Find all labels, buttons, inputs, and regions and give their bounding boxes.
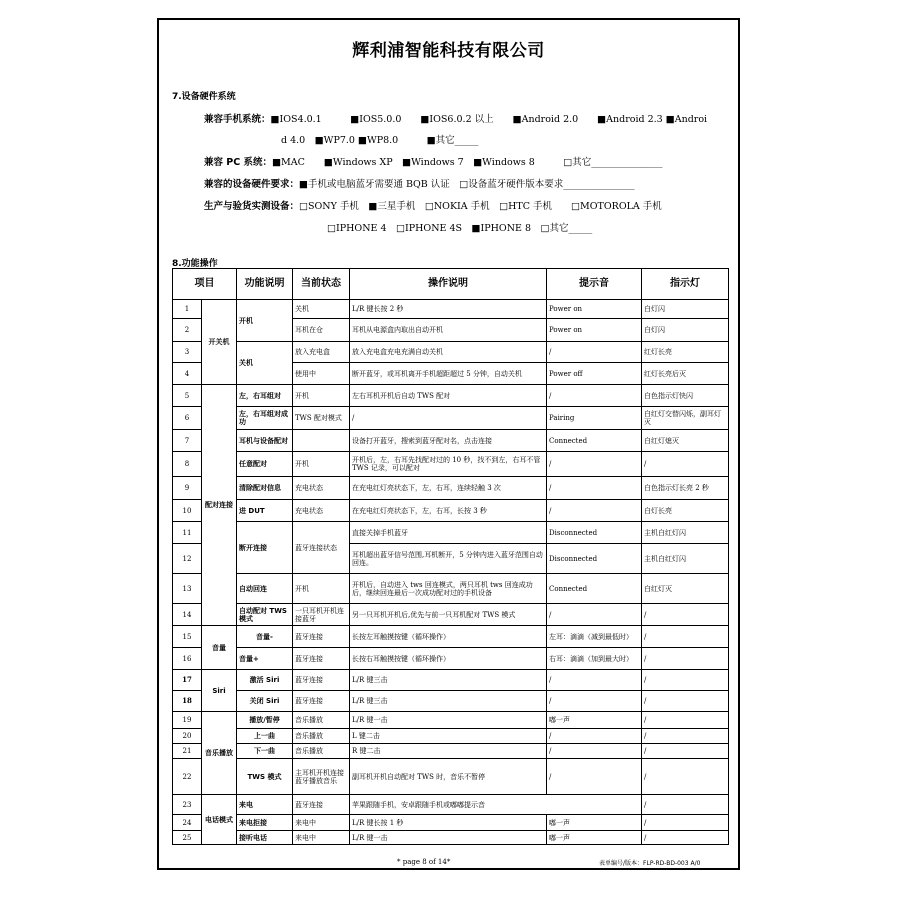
row-state: 蓝牙连接状态: [293, 522, 350, 574]
row-operation: 长按左耳触摸按键（循环操作）: [350, 626, 547, 648]
row-tone: /: [547, 744, 642, 759]
row-led: 白灯闪: [642, 300, 729, 319]
row-operation: L/R 键长按 2 秒: [350, 300, 547, 319]
row-led: 白灯闪: [642, 319, 729, 342]
table-header-row: [173, 269, 729, 300]
row-operation: 左右耳机开机后自动 TWS 配对: [350, 385, 547, 407]
row-function: 音量+: [237, 648, 293, 670]
row-number: 13: [173, 574, 202, 604]
row-state: 关机: [293, 300, 350, 319]
row-function: 进 DUT: [237, 500, 293, 522]
row-function: 任意配对: [237, 452, 293, 477]
group-pairing: 配对连接: [202, 385, 237, 626]
table-row: [173, 648, 729, 670]
table-row: [173, 342, 729, 363]
table-row: [173, 795, 729, 815]
test-devices-label: 生产与验货实测设备：: [204, 201, 300, 212]
row-tone: /: [547, 670, 642, 691]
row-tone: 嘟一声: [547, 712, 642, 729]
group-power: 开关机: [202, 300, 237, 385]
table-row: [173, 831, 729, 845]
row-operation: /: [350, 407, 547, 430]
row-function: 关机: [237, 342, 293, 385]
row-function: 自动配对 TWS 模式: [237, 604, 293, 626]
phone-compat-line1: [204, 111, 707, 125]
row-number: 18: [173, 691, 202, 712]
pc-compat-line: [204, 154, 663, 168]
table-row: [173, 522, 729, 544]
group-siri: Siri: [202, 670, 237, 712]
group-volume: 音量: [202, 626, 237, 670]
row-number: 20: [173, 729, 202, 744]
table-row: [173, 670, 729, 691]
row-function: 来电拒接: [237, 815, 293, 831]
row-state: 蓝牙连接: [293, 670, 350, 691]
row-operation: L/R 键一击: [350, 831, 547, 845]
row-operation: 在充电红灯亮状态下，左，右耳，长按 3 秒: [350, 500, 547, 522]
row-number: 23: [173, 795, 202, 815]
row-operation: L/R 键三击: [350, 691, 547, 712]
row-led: /: [642, 648, 729, 670]
row-led: /: [642, 759, 729, 795]
row-function: 关闭 Siri: [237, 691, 293, 712]
table-row: [173, 407, 729, 430]
row-function: 断开连接: [237, 522, 293, 574]
row-state: 一只耳机开机连接蓝牙: [293, 604, 350, 626]
row-tone: /: [547, 500, 642, 522]
test-devices-line2: □IPHONE 4 □IPHONE 4S ■IPHONE 8 □其它_____: [327, 223, 593, 234]
row-led: 白色指示灯快闪: [642, 385, 729, 407]
row-tone: Disconnected: [547, 522, 642, 544]
row-operation: 直接关掉手机蓝牙: [350, 522, 547, 544]
table-row: [173, 574, 729, 604]
row-number: 21: [173, 744, 202, 759]
row-led: 主机白红灯闪: [642, 544, 729, 574]
row-tone: Pairing: [547, 407, 642, 430]
row-led: 白灯长亮: [642, 500, 729, 522]
row-number: 7: [173, 430, 202, 452]
row-number: 10: [173, 500, 202, 522]
row-tone: /: [547, 385, 642, 407]
row-state: 开机: [293, 574, 350, 604]
row-state: 来电中: [293, 831, 350, 845]
row-led: /: [642, 744, 729, 759]
row-state: 耳机在仓: [293, 319, 350, 342]
row-state: 来电中: [293, 815, 350, 831]
row-function: 开机: [237, 300, 293, 342]
section7-heading: 7.设备硬件系统: [172, 92, 236, 102]
row-led: /: [642, 670, 729, 691]
row-led: 白红灯熄灭: [642, 430, 729, 452]
row-led: 白红灯灭: [642, 574, 729, 604]
table-row: [173, 500, 729, 522]
row-state: 音乐播放: [293, 744, 350, 759]
row-tone: /: [547, 342, 642, 363]
row-led: 主机白红灯闪: [642, 522, 729, 544]
row-number: 1: [173, 300, 202, 319]
row-number: 6: [173, 407, 202, 430]
row-led: /: [642, 815, 729, 831]
header-led: 指示灯: [642, 269, 729, 300]
row-state: 放入充电盒: [293, 342, 350, 363]
row-operation: 开机后，自动进入 tws 回连模式，两只耳机 tws 回连成功后，继续回连最后一次成功配对过的手机设备: [350, 574, 547, 604]
header-operation: 操作说明: [350, 269, 547, 300]
row-operation: L/R 键一击: [350, 712, 547, 729]
row-function: 上一曲: [237, 729, 293, 744]
row-led: /: [642, 729, 729, 744]
row-led: 白红灯交替闪烁，副耳灯灭: [642, 407, 729, 430]
header-function: 功能说明: [237, 269, 293, 300]
row-function: 左，右耳组对: [237, 385, 293, 407]
table-row: [173, 691, 729, 712]
table-row: [173, 815, 729, 831]
row-led: /: [642, 831, 729, 845]
row-state: 主耳机开机连接蓝牙播放音乐: [293, 759, 350, 795]
group-music: 音乐播放: [202, 712, 237, 795]
row-number: 4: [173, 363, 202, 385]
row-tone: /: [547, 604, 642, 626]
row-number: 19: [173, 712, 202, 729]
row-function: 接听电话: [237, 831, 293, 845]
row-operation: 设备打开蓝牙，搜索到蓝牙配对名，点击连接: [350, 430, 547, 452]
row-operation: 耳机超出蓝牙信号范围,耳机断开，5 分钟内进入蓝牙范围自动回连。: [350, 544, 547, 574]
row-number: 11: [173, 522, 202, 544]
table-row: [173, 604, 729, 626]
row-tone: /: [547, 729, 642, 744]
header-tone: 提示音: [547, 269, 642, 300]
row-number: 24: [173, 815, 202, 831]
row-function: 下一曲: [237, 744, 293, 759]
row-number: 22: [173, 759, 202, 795]
row-operation: 断开蓝牙，或耳机离开手机超距超过 5 分钟，自动关机: [350, 363, 547, 385]
row-led: 白色指示灯长亮 2 秒: [642, 477, 729, 500]
header-item: 项目: [173, 269, 237, 300]
row-state: 音乐播放: [293, 729, 350, 744]
row-number: 16: [173, 648, 202, 670]
table-row: [173, 712, 729, 729]
table-row: [173, 430, 729, 452]
row-function: 激活 Siri: [237, 670, 293, 691]
row-tone: Connected: [547, 430, 642, 452]
device-req-options: ■手机或电脑蓝牙需要通 BQB 认证 □设备蓝牙硬件版本要求_______________: [299, 179, 635, 190]
row-number: 2: [173, 319, 202, 342]
header-state: 当前状态: [293, 269, 350, 300]
row-number: 5: [173, 385, 202, 407]
table-row: [173, 452, 729, 477]
test-devices-line1: [204, 198, 662, 212]
row-operation: L 键二击: [350, 729, 547, 744]
row-led: /: [642, 604, 729, 626]
row-state: 开机: [293, 452, 350, 477]
document-page: [157, 18, 740, 870]
device-req-line: [204, 176, 635, 190]
row-function: 音量-: [237, 626, 293, 648]
row-state: 开机: [293, 385, 350, 407]
row-function: 自动回连: [237, 574, 293, 604]
row-state: [293, 430, 350, 452]
row-number: 15: [173, 626, 202, 648]
row-led: 红灯长亮后灭: [642, 363, 729, 385]
table-row: [173, 744, 729, 759]
row-led: /: [642, 795, 729, 815]
row-tone: Disconnected: [547, 544, 642, 574]
company-title: 辉利浦智能科技有限公司: [352, 41, 545, 61]
table-row: [173, 626, 729, 648]
row-operation: 副耳机开机自动配对 TWS 时，音乐不暂停: [350, 759, 547, 795]
row-led: /: [642, 712, 729, 729]
row-operation: L/R 键长按 1 秒: [350, 815, 547, 831]
row-state: 充电状态: [293, 500, 350, 522]
row-state: 蓝牙连接: [293, 626, 350, 648]
row-operation: 另一只耳机开机后,优先与前一只耳机配对 TWS 模式: [350, 604, 547, 626]
row-led: /: [642, 691, 729, 712]
table-row: [173, 385, 729, 407]
row-tone: Connected: [547, 574, 642, 604]
page-number: * page 8 of 14*: [397, 858, 451, 866]
row-state: 蓝牙连接: [293, 691, 350, 712]
row-tone: Power on: [547, 319, 642, 342]
row-number: 8: [173, 452, 202, 477]
form-number: 表单编号/版本：FLP-RD-BD-003 A/0: [599, 860, 701, 867]
row-tone: /: [547, 691, 642, 712]
row-operation: L/R 键三击: [350, 670, 547, 691]
row-tone: /: [547, 452, 642, 477]
row-function: 播放/暂停: [237, 712, 293, 729]
row-number: 9: [173, 477, 202, 500]
row-operation: 在充电红灯亮状态下，左，右耳，连续轻触 3 次: [350, 477, 547, 500]
row-state: 使用中: [293, 363, 350, 385]
row-operation: 苹果跟随手机，安卓跟随手机或嘟嘟提示音: [350, 795, 642, 815]
section8-heading: 8.功能操作: [172, 259, 218, 269]
row-state: 蓝牙连接: [293, 795, 350, 815]
row-operation: 耳机从电源盒内取出自动开机: [350, 319, 547, 342]
device-req-label: 兼容的设备硬件要求：: [204, 179, 300, 190]
row-operation: 放入充电盒充电充满自动关机: [350, 342, 547, 363]
row-tone: 嘟一声: [547, 815, 642, 831]
test-devices-options: □SONY 手机 ■三星手机 □NOKIA 手机 □HTC 手机 □MOTOROLA 手机: [299, 201, 662, 212]
row-state: 蓝牙连接: [293, 648, 350, 670]
row-number: 12: [173, 544, 202, 574]
row-tone: 右耳：滴滴（加到最大时）: [547, 648, 642, 670]
row-function: 左，右耳组对成功: [237, 407, 293, 430]
table-row: [173, 729, 729, 744]
row-operation: R 键二击: [350, 744, 547, 759]
row-tone: /: [547, 477, 642, 500]
group-phone: 电话模式: [202, 795, 237, 845]
row-led: /: [642, 452, 729, 477]
row-operation: 长按右耳触摸按键（循环操作）: [350, 648, 547, 670]
row-tone: /: [547, 759, 642, 795]
row-function: 清除配对信息: [237, 477, 293, 500]
row-tone: 左耳：滴滴（减到最低时）: [547, 626, 642, 648]
table-row: [173, 300, 729, 319]
phone-compat-line2: d 4.0 ■WP7.0 ■WP8.0 ■其它_____: [281, 135, 479, 146]
row-operation: 开机后，左，右耳先找配对过的 10 秒，找不到左，右耳不管 TWS 记录，可以配对: [350, 452, 547, 477]
row-function: TWS 模式: [237, 759, 293, 795]
table-row: [173, 759, 729, 795]
pc-compat-label: 兼容 PC 系统：: [204, 157, 273, 168]
row-tone: Power on: [547, 300, 642, 319]
table-row: [173, 477, 729, 500]
row-tone: Power off: [547, 363, 642, 385]
row-number: 14: [173, 604, 202, 626]
row-state: 音乐播放: [293, 712, 350, 729]
row-led: /: [642, 626, 729, 648]
row-function: 耳机与设备配对: [237, 430, 293, 452]
row-number: 17: [173, 670, 202, 691]
row-function: 来电: [237, 795, 293, 815]
phone-compat-label: 兼容手机系统：: [204, 114, 271, 125]
row-led: 红灯长亮: [642, 342, 729, 363]
phone-compat-options: ■IOS4.0.1 ■IOS5.0.0 ■IOS6.0.2 以上 ■Android 2.0 ■Android 2.3 ■Androi: [270, 114, 708, 125]
row-number: 3: [173, 342, 202, 363]
pc-compat-options: ■MAC ■Windows XP ■Windows 7 ■Windows 8 □其它_______________: [272, 157, 663, 168]
function-table: [172, 268, 729, 845]
row-number: 25: [173, 831, 202, 845]
row-state: TWS 配对模式: [293, 407, 350, 430]
row-tone: 嘟一声: [547, 831, 642, 845]
row-state: 充电状态: [293, 477, 350, 500]
